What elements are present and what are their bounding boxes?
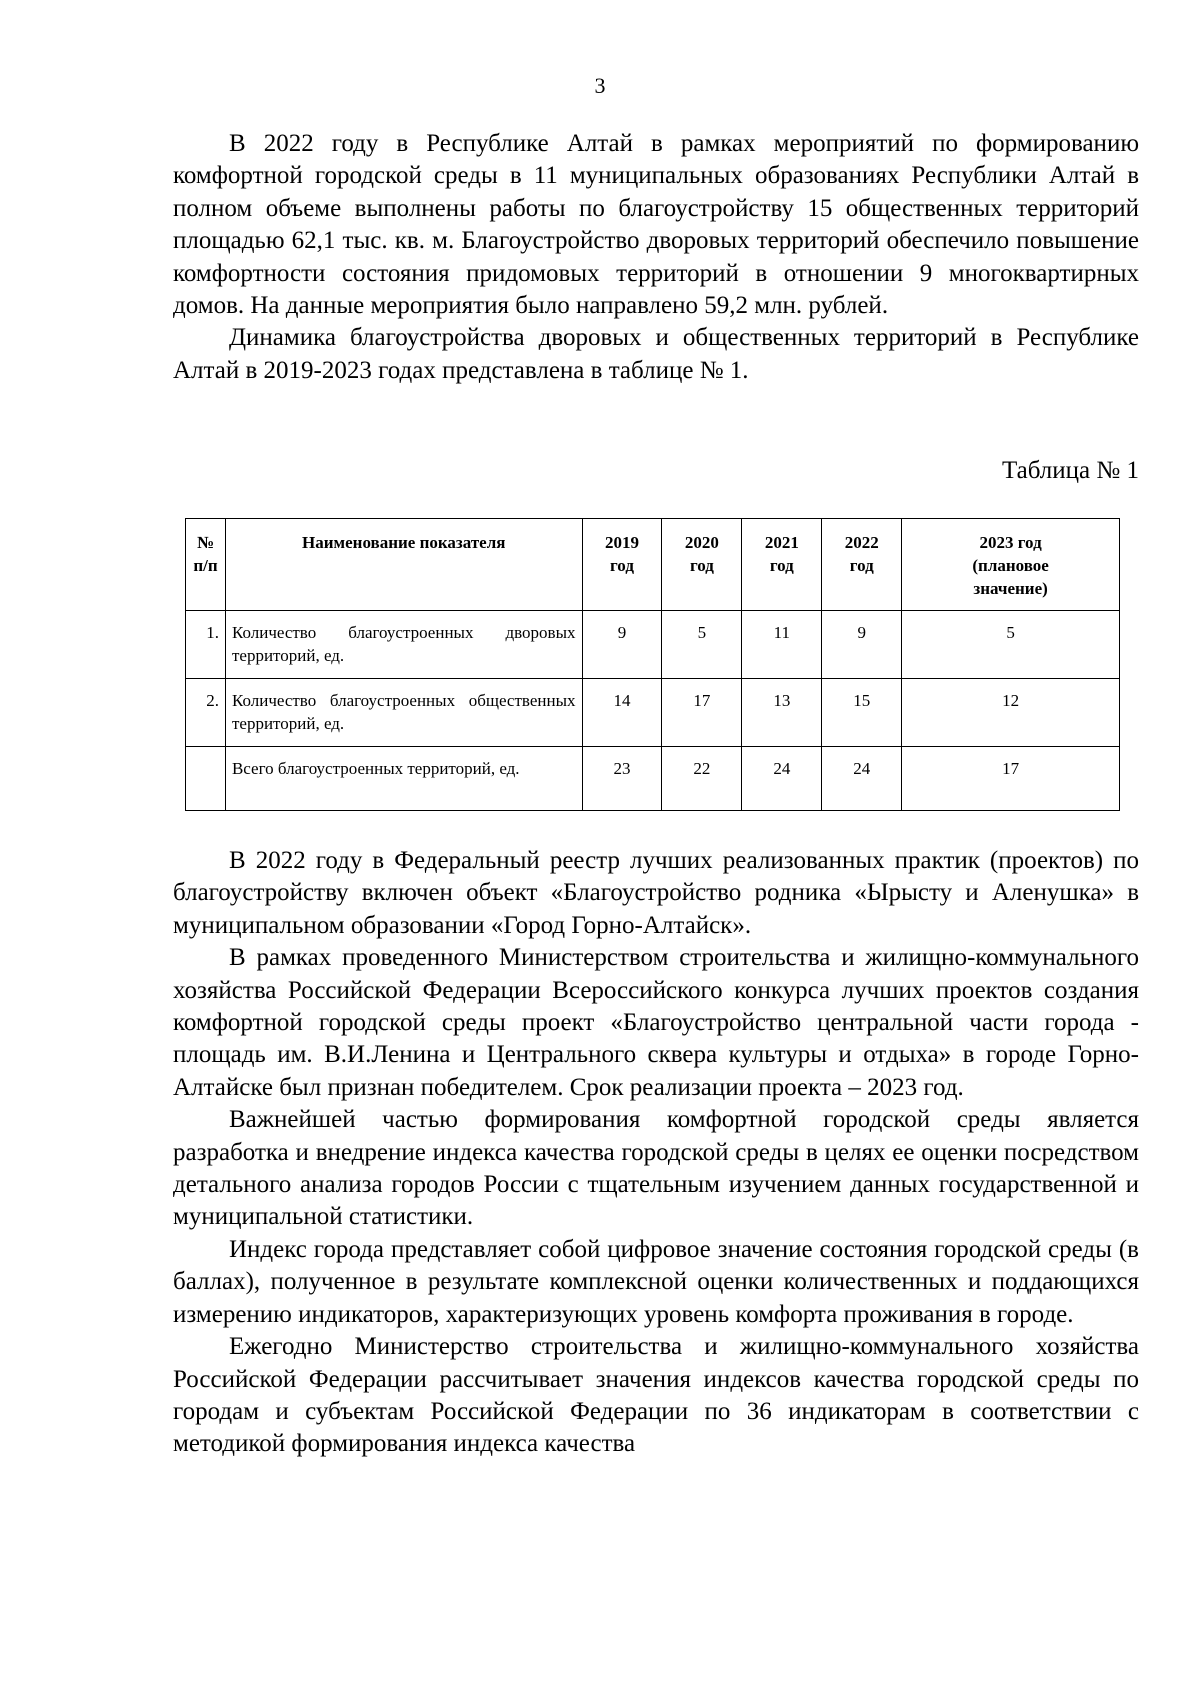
paragraph-competition-winner: В рамках проведенного Министерством строительства и жилищно-коммунального хозяйства Российской Федерации Всероссийского конкурса лучших проектов создания комфортной городской среды проект «Благоустройство центральной части города - площадь им. В.И.Ленина и Центрального сквера культуры и отдыха» в городе Горно-Алтайске был признан победителем. Срок реализации проекта – 2023 год. (173, 944, 1139, 1101)
cell-2020: 5 (662, 611, 742, 679)
paragraph-annual-calculation: Ежегодно Министерство строительства и жилищно-коммунального хозяйства Российской Федерации рассчитывает значения индексов качества городской среды по городам и субъектам Российской Федерации по 36 индикаторам в соответствии с методикой формирования индекса качества (173, 1333, 1139, 1458)
row-number: 2. (186, 679, 226, 747)
cell-2021: 13 (742, 679, 822, 747)
cell-2023: 17 (902, 747, 1120, 811)
row-number (186, 747, 226, 811)
table-row (186, 679, 1120, 747)
table-row (186, 611, 1120, 679)
cell-2022: 9 (822, 611, 902, 679)
paragraph-federal-registry: В 2022 году в Федеральный реестр лучших реализованных практик (проектов) по благоустройству включен объект «Благоустройство родника «Ырысту и Аленушка» в муниципальном образовании «Город Горно-Алтайск». (173, 847, 1139, 939)
improvement-stats-table (185, 518, 1120, 811)
cell-2020: 22 (662, 747, 742, 811)
table-header-row (186, 519, 1120, 611)
row-indicator-name: Количество благоустроенных общественных территорий, ед. (225, 679, 582, 747)
paragraph-city-index-definition: Индекс города представляет собой цифровое значение состояния городской среды (в баллах), полученное в результате комплексной оценки количественных и поддающихся измерению индикаторов, характеризующих уровень комфорта проживания в городе. (173, 1235, 1139, 1328)
paragraph-improvement-2022: В 2022 году в Республике Алтай в рамках мероприятий по формированию комфортной городской среды в 11 муниципальных образованиях Республики Алтай в полном объеме выполнены работы по благоустройству 15 общественных территорий площадью 62,1 тыс. кв. м. Благоустройство дворовых территорий обеспечило повышение комфортности состояния придомовых территорий в отношении 9 многоквартирных домов. На данные мероприятия было направлено 59,2 млн. рублей. (173, 130, 1139, 320)
header-2021: 2021 год (742, 519, 822, 611)
table-caption: Таблица № 1 (1001, 457, 1139, 484)
cell-2021: 24 (742, 747, 822, 811)
cell-2023: 12 (902, 679, 1120, 747)
table-total-row (186, 747, 1120, 811)
cell-2019: 14 (582, 679, 662, 747)
paragraph-dynamics-reference: Динамика благоустройства дворовых и общественных территорий в Республике Алтай в 2019-2023 годах представлена в таблице № 1. (173, 324, 1139, 384)
cell-2021: 11 (742, 611, 822, 679)
header-2022: 2022 год (822, 519, 902, 611)
intro-text-block (173, 128, 1139, 387)
header-number: № п/п (186, 519, 226, 611)
cell-2019: 23 (582, 747, 662, 811)
header-2019: 2019 год (582, 519, 662, 611)
cell-2022: 24 (822, 747, 902, 811)
main-text-block (173, 845, 1139, 1461)
page-number: 3 (594, 73, 606, 98)
header-indicator-name: Наименование показателя (225, 519, 582, 611)
header-2020: 2020 год (662, 519, 742, 611)
row-indicator-name: Всего благоустроенных территорий, ед. (225, 747, 582, 811)
paragraph-quality-index: Важнейшей частью формирования комфортной городской среды является разработка и внедрение индекса качества городской среды в целях ее оценки посредством детального анализа городов России с тщательным изучением данных государственной и муниципальной статистики. (173, 1106, 1139, 1231)
row-number: 1. (186, 611, 226, 679)
header-2023-planned: 2023 год (плановое значение) (902, 519, 1120, 611)
cell-2022: 15 (822, 679, 902, 747)
cell-2019: 9 (582, 611, 662, 679)
cell-2023: 5 (902, 611, 1120, 679)
cell-2020: 17 (662, 679, 742, 747)
row-indicator-name: Количество благоустроенных дворовых территорий, ед. (225, 611, 582, 679)
